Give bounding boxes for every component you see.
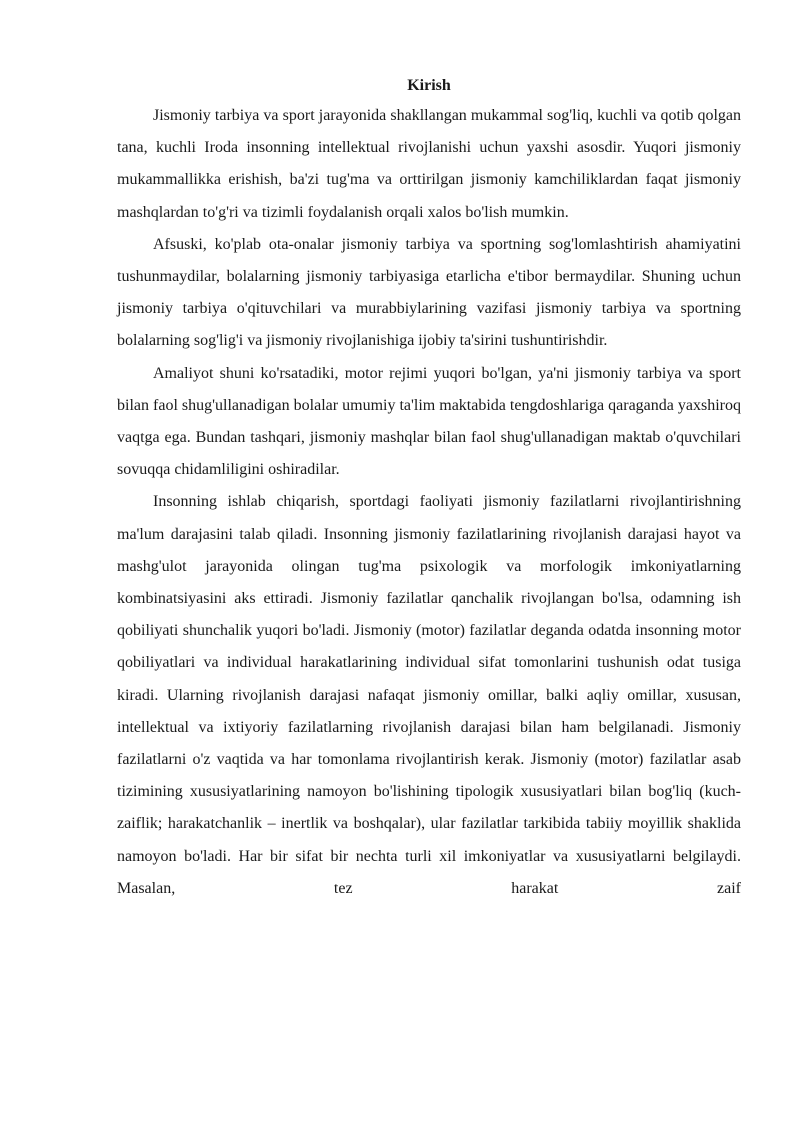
document-page: [117, 74, 741, 905]
paragraph-3: Amaliyot shuni ko'rsatadiki, motor rejimi yuqori bo'lgan, ya'ni jismoniy tarbiya va sport bilan faol shug'ullanadigan bolalar umumiy ta'lim maktabida tengdoshlariga qaraganda yaxshiroq vaqtga ega. Bundan tashqari, jismoniy mashqlar bilan faol shug'ullanadigan maktab o'quvchilari sovuqqa chidamliligini oshiradilar.: [117, 364, 741, 479]
paragraph-2: Afsuski, ko'plab ota-onalar jismoniy tarbiya va sportning sog'lomlashtirish ahamiyatini tushunmaydilar, bolalarning jismoniy tarbiyasiga etarlicha e'tibor bermaydilar. Shuning uchun jismoniy tarbiya o'qituvchilari va murabbiylarining vazifasi jismoniy tarbiya va sportning bolalarning sog'lig'i va jismoniy rivojlanishiga ijobiy ta'sirini tushuntirishdir.: [117, 235, 741, 350]
document-title: Kirish: [407, 77, 451, 94]
paragraph-1: Jismoniy tarbiya va sport jarayonida shakllangan mukammal sog'liq, kuchli va qotib qolgan tana, kuchli Iroda insonning intellektual rivojlanishi uchun yaxshi asosdir. Yuqori jismoniy mukammallikka erishish, ba'zi tug'ma va orttirilgan jismoniy kamchiliklardan faqat jismoniy mashqlardan to'g'ri va tizimli foydalanish orqali xalos bo'lish mumkin.: [117, 107, 741, 221]
paragraph-4: Insonning ishlab chiqarish, sportdagi faoliyati jismoniy fazilatlarni rivojlantirishning ma'lum darajasini talab qiladi. Insonning jismoniy fazilatlarining rivojlanish darajasi hayot va mashg'ulot jarayonida olingan tug'ma psixologik va morfologik imkoniyatlarning kombinatsiyasini aks ettiradi. Jismoniy fazilatlar qanchalik rivojlangan bo'lsa, odamning ish qobiliyati shunchalik yuqori bo'ladi. Jismoniy (motor) fazilatlar deganda odatda insonning motor qobiliyatlari va individual harakatlarining individual sifat tomonlarini tushunish odat tusiga kiradi. Ularning rivojlanish darajasi nafaqat jismoniy omillar, balki aqliy omillar, xususan, intellektual va ixtiyoriy fazilatlarning rivojlanish darajasi bilan ham belgilanadi. Jismoniy fazilatlarni o'z vaqtida va har tomonlama rivojlantirish kerak. Jismoniy (motor) fazilatlar asab tizimining xususiyatlarining namoyon bo'lishining tipologik xususiyatlari bilan bog'liq (kuch-zaiflik; harakatchanlik – inertlik va boshqalar), ular fazilatlar tarkibida tabiiy moyillik shaklida namoyon bo'ladi. Har bir sifat bir nechta turli xil imkoniyatlar va xususiyatlarni belgilaydi. Masalan, tez harakat zaif: [117, 493, 741, 897]
